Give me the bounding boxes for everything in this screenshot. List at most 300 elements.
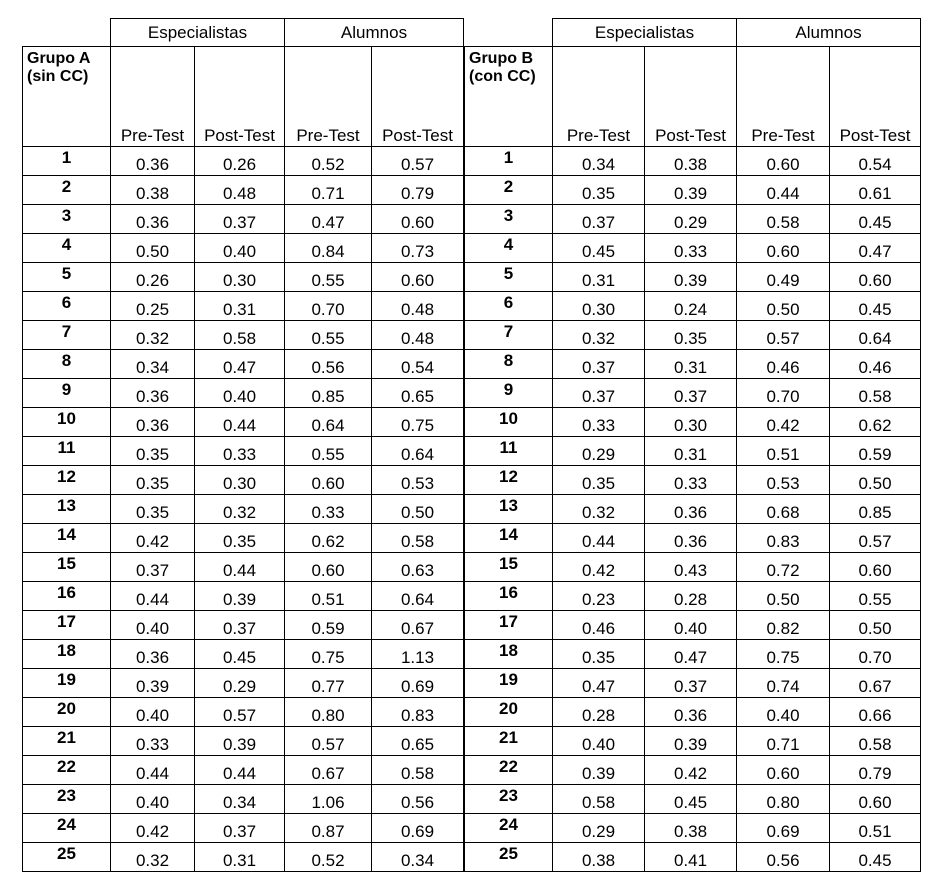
- especialistas-post-test-cell: 0.39: [195, 727, 285, 756]
- participant-number-cell: 19: [23, 669, 111, 698]
- especialistas-post-test-cell: 0.33: [195, 437, 285, 466]
- participant-number-cell: 17: [23, 611, 111, 640]
- especialistas-pre-test-cell: 0.38: [553, 843, 645, 872]
- alumnos-pre-test-cell: 0.57: [285, 727, 372, 756]
- participant-number-cell: 12: [465, 466, 553, 495]
- especialistas-post-test-cell: 0.30: [195, 466, 285, 495]
- especialistas-pre-test-cell: 0.26: [111, 263, 195, 292]
- alumnos-pre-test-cell: 0.83: [737, 524, 830, 553]
- alumnos-pre-test-cell: 0.85: [285, 379, 372, 408]
- alumnos-pre-test-cell: 0.55: [285, 437, 372, 466]
- especialistas-pre-test-cell: 0.46: [553, 611, 645, 640]
- especialistas-post-test-cell: 0.34: [195, 785, 285, 814]
- especialistas-pre-test-cell: 0.39: [111, 669, 195, 698]
- especialistas-post-test-cell: 0.31: [195, 292, 285, 321]
- pre-test-header: Pre-Test: [111, 47, 195, 147]
- especialistas-post-test-cell: 0.24: [645, 292, 737, 321]
- table-row: [23, 205, 464, 234]
- alumnos-pre-test-cell: 0.56: [285, 350, 372, 379]
- especialistas-pre-test-cell: 0.42: [111, 524, 195, 553]
- participant-number-cell: 4: [465, 234, 553, 263]
- especialistas-post-test-cell: 0.31: [645, 350, 737, 379]
- table-row: [23, 321, 464, 350]
- table-row: [23, 176, 464, 205]
- especialistas-pre-test-cell: 0.44: [553, 524, 645, 553]
- especialistas-pre-test-cell: 0.36: [111, 147, 195, 176]
- especialistas-post-test-cell: 0.31: [195, 843, 285, 872]
- especialistas-pre-test-cell: 0.29: [553, 437, 645, 466]
- alumnos-header: Alumnos: [737, 19, 921, 47]
- alumnos-post-test-cell: 0.50: [830, 466, 921, 495]
- group-header-row: [465, 19, 921, 47]
- table-row: [465, 727, 921, 756]
- especialistas-post-test-cell: 0.29: [195, 669, 285, 698]
- especialistas-post-test-cell: 0.31: [645, 437, 737, 466]
- alumnos-pre-test-cell: 0.72: [737, 553, 830, 582]
- alumnos-pre-test-cell: 0.50: [737, 582, 830, 611]
- especialistas-pre-test-cell: 0.25: [111, 292, 195, 321]
- especialistas-pre-test-cell: 0.50: [111, 234, 195, 263]
- group-label: [465, 47, 553, 147]
- especialistas-post-test-cell: 0.44: [195, 408, 285, 437]
- especialistas-pre-test-cell: 0.37: [553, 379, 645, 408]
- alumnos-pre-test-cell: 0.60: [285, 553, 372, 582]
- participant-number-cell: 14: [465, 524, 553, 553]
- table-row: [23, 785, 464, 814]
- table-body-a: [23, 19, 464, 872]
- especialistas-pre-test-cell: 0.36: [111, 205, 195, 234]
- alumnos-post-test-cell: 0.75: [372, 408, 464, 437]
- alumnos-pre-test-cell: 0.52: [285, 147, 372, 176]
- table-row: [23, 669, 464, 698]
- participant-number-cell: 6: [465, 292, 553, 321]
- especialistas-post-test-cell: 0.41: [645, 843, 737, 872]
- especialistas-pre-test-cell: 0.32: [553, 321, 645, 350]
- table-row: [465, 263, 921, 292]
- alumnos-pre-test-cell: 0.60: [737, 234, 830, 263]
- participant-number-cell: 18: [23, 640, 111, 669]
- blank-cell: [23, 19, 111, 47]
- table-row: [23, 611, 464, 640]
- participant-number-cell: 4: [23, 234, 111, 263]
- participant-number-cell: 20: [465, 698, 553, 727]
- alumnos-post-test-cell: 0.54: [372, 350, 464, 379]
- especialistas-pre-test-cell: 0.35: [111, 466, 195, 495]
- alumnos-pre-test-cell: 0.74: [737, 669, 830, 698]
- especialistas-post-test-cell: 0.26: [195, 147, 285, 176]
- especialistas-pre-test-cell: 0.34: [553, 147, 645, 176]
- especialistas-pre-test-cell: 0.33: [111, 727, 195, 756]
- table-row: [465, 640, 921, 669]
- table-row: [465, 611, 921, 640]
- table-row: [465, 321, 921, 350]
- alumnos-post-test-cell: 0.45: [830, 843, 921, 872]
- especialistas-pre-test-cell: 0.34: [111, 350, 195, 379]
- especialistas-pre-test-cell: 0.42: [553, 553, 645, 582]
- especialistas-pre-test-cell: 0.29: [553, 814, 645, 843]
- participant-number-cell: 21: [465, 727, 553, 756]
- participant-number-cell: 2: [465, 176, 553, 205]
- alumnos-pre-test-cell: 0.69: [737, 814, 830, 843]
- alumnos-pre-test-cell: 0.60: [285, 466, 372, 495]
- table-row: [465, 466, 921, 495]
- post-test-header: Post-Test: [830, 47, 921, 147]
- alumnos-pre-test-cell: 0.44: [737, 176, 830, 205]
- alumnos-post-test-cell: 0.60: [830, 785, 921, 814]
- alumnos-pre-test-cell: 1.06: [285, 785, 372, 814]
- alumnos-pre-test-cell: 0.55: [285, 321, 372, 350]
- alumnos-post-test-cell: 0.63: [372, 553, 464, 582]
- group-label-line1: Grupo B: [469, 50, 533, 67]
- especialistas-pre-test-cell: 0.40: [111, 698, 195, 727]
- table-row: [23, 582, 464, 611]
- table-row: [23, 698, 464, 727]
- especialistas-pre-test-cell: 0.31: [553, 263, 645, 292]
- alumnos-pre-test-cell: 0.77: [285, 669, 372, 698]
- alumnos-post-test-cell: 0.66: [830, 698, 921, 727]
- alumnos-pre-test-cell: 0.57: [737, 321, 830, 350]
- especialistas-post-test-cell: 0.38: [645, 814, 737, 843]
- participant-number-cell: 16: [23, 582, 111, 611]
- alumnos-pre-test-cell: 0.55: [285, 263, 372, 292]
- participant-number-cell: 3: [23, 205, 111, 234]
- especialistas-pre-test-cell: 0.58: [553, 785, 645, 814]
- especialistas-pre-test-cell: 0.32: [111, 321, 195, 350]
- especialistas-post-test-cell: 0.36: [645, 698, 737, 727]
- participant-number-cell: 1: [23, 147, 111, 176]
- participant-number-cell: 20: [23, 698, 111, 727]
- post-test-header: Post-Test: [372, 47, 464, 147]
- participant-number-cell: 3: [465, 205, 553, 234]
- table-row: [465, 379, 921, 408]
- especialistas-pre-test-cell: 0.35: [111, 495, 195, 524]
- especialistas-pre-test-cell: 0.44: [111, 582, 195, 611]
- participant-number-cell: 18: [465, 640, 553, 669]
- especialistas-pre-test-cell: 0.23: [553, 582, 645, 611]
- alumnos-post-test-cell: 0.60: [830, 553, 921, 582]
- participant-number-cell: 8: [23, 350, 111, 379]
- participant-number-cell: 14: [23, 524, 111, 553]
- alumnos-post-test-cell: 0.64: [830, 321, 921, 350]
- table-row: [465, 814, 921, 843]
- alumnos-post-test-cell: 0.58: [372, 756, 464, 785]
- table-row: [23, 379, 464, 408]
- alumnos-post-test-cell: 0.58: [830, 379, 921, 408]
- participant-number-cell: 11: [23, 437, 111, 466]
- alumnos-post-test-cell: 0.46: [830, 350, 921, 379]
- especialistas-post-test-cell: 0.33: [645, 466, 737, 495]
- participant-number-cell: 24: [23, 814, 111, 843]
- especialistas-post-test-cell: 0.39: [195, 582, 285, 611]
- alumnos-pre-test-cell: 0.80: [737, 785, 830, 814]
- group-header-row: [23, 19, 464, 47]
- alumnos-pre-test-cell: 0.87: [285, 814, 372, 843]
- especialistas-post-test-cell: 0.48: [195, 176, 285, 205]
- participant-number-cell: 15: [23, 553, 111, 582]
- especialistas-post-test-cell: 0.40: [195, 234, 285, 263]
- alumnos-post-test-cell: 0.67: [372, 611, 464, 640]
- alumnos-post-test-cell: 0.79: [372, 176, 464, 205]
- table-row: [23, 263, 464, 292]
- table-row: [23, 437, 464, 466]
- especialistas-pre-test-cell: 0.28: [553, 698, 645, 727]
- alumnos-pre-test-cell: 0.68: [737, 495, 830, 524]
- participant-number-cell: 9: [465, 379, 553, 408]
- especialistas-post-test-cell: 0.29: [645, 205, 737, 234]
- especialistas-pre-test-cell: 0.47: [553, 669, 645, 698]
- especialistas-post-test-cell: 0.30: [195, 263, 285, 292]
- post-test-header: Post-Test: [645, 47, 737, 147]
- alumnos-post-test-cell: 0.48: [372, 292, 464, 321]
- especialistas-post-test-cell: 0.47: [195, 350, 285, 379]
- alumnos-pre-test-cell: 0.84: [285, 234, 372, 263]
- especialistas-post-test-cell: 0.42: [645, 756, 737, 785]
- especialistas-pre-test-cell: 0.32: [553, 495, 645, 524]
- alumnos-pre-test-cell: 0.71: [285, 176, 372, 205]
- alumnos-post-test-cell: 0.47: [830, 234, 921, 263]
- alumnos-pre-test-cell: 0.51: [737, 437, 830, 466]
- alumnos-post-test-cell: 0.55: [830, 582, 921, 611]
- especialistas-header: Especialistas: [553, 19, 737, 47]
- alumnos-post-test-cell: 0.73: [372, 234, 464, 263]
- especialistas-pre-test-cell: 0.35: [553, 466, 645, 495]
- especialistas-post-test-cell: 0.47: [645, 640, 737, 669]
- table-row: [23, 814, 464, 843]
- alumnos-post-test-cell: 0.60: [372, 263, 464, 292]
- alumnos-post-test-cell: 0.64: [372, 437, 464, 466]
- especialistas-header: Especialistas: [111, 19, 285, 47]
- sub-header-row: [465, 47, 921, 147]
- especialistas-pre-test-cell: 0.40: [111, 611, 195, 640]
- alumnos-pre-test-cell: 0.46: [737, 350, 830, 379]
- group-label-line1: Grupo A: [27, 50, 91, 67]
- especialistas-post-test-cell: 0.28: [645, 582, 737, 611]
- alumnos-pre-test-cell: 0.50: [737, 292, 830, 321]
- alumnos-post-test-cell: 0.69: [372, 669, 464, 698]
- group-label-line2: (con CC): [469, 67, 536, 85]
- especialistas-post-test-cell: 0.35: [645, 321, 737, 350]
- alumnos-post-test-cell: 0.58: [372, 524, 464, 553]
- table-row: [465, 756, 921, 785]
- participant-number-cell: 10: [23, 408, 111, 437]
- alumnos-header: Alumnos: [285, 19, 464, 47]
- especialistas-pre-test-cell: 0.36: [111, 379, 195, 408]
- alumnos-post-test-cell: 0.85: [830, 495, 921, 524]
- especialistas-pre-test-cell: 0.37: [553, 205, 645, 234]
- post-test-header: Post-Test: [195, 47, 285, 147]
- alumnos-pre-test-cell: 0.42: [737, 408, 830, 437]
- table-body-b: [465, 19, 921, 872]
- group-label: [23, 47, 111, 147]
- alumnos-pre-test-cell: 0.59: [285, 611, 372, 640]
- alumnos-pre-test-cell: 0.40: [737, 698, 830, 727]
- especialistas-post-test-cell: 0.36: [645, 495, 737, 524]
- alumnos-pre-test-cell: 0.71: [737, 727, 830, 756]
- alumnos-post-test-cell: 0.62: [830, 408, 921, 437]
- table-row: [465, 524, 921, 553]
- participant-number-cell: 7: [23, 321, 111, 350]
- especialistas-pre-test-cell: 0.39: [553, 756, 645, 785]
- especialistas-pre-test-cell: 0.35: [111, 437, 195, 466]
- alumnos-post-test-cell: 0.48: [372, 321, 464, 350]
- participant-number-cell: 25: [465, 843, 553, 872]
- alumnos-post-test-cell: 0.67: [830, 669, 921, 698]
- especialistas-post-test-cell: 0.35: [195, 524, 285, 553]
- group-label-line2: (sin CC): [27, 67, 89, 85]
- alumnos-post-test-cell: 0.61: [830, 176, 921, 205]
- especialistas-post-test-cell: 0.40: [645, 611, 737, 640]
- participant-number-cell: 6: [23, 292, 111, 321]
- alumnos-pre-test-cell: 0.75: [737, 640, 830, 669]
- participant-number-cell: 1: [465, 147, 553, 176]
- alumnos-post-test-cell: 0.45: [830, 292, 921, 321]
- alumnos-post-test-cell: 0.70: [830, 640, 921, 669]
- participant-number-cell: 23: [23, 785, 111, 814]
- participant-number-cell: 24: [465, 814, 553, 843]
- table-row: [465, 205, 921, 234]
- table-row: [23, 147, 464, 176]
- participant-number-cell: 22: [23, 756, 111, 785]
- especialistas-post-test-cell: 0.30: [645, 408, 737, 437]
- especialistas-pre-test-cell: 0.42: [111, 814, 195, 843]
- table-row: [465, 669, 921, 698]
- participant-number-cell: 22: [465, 756, 553, 785]
- participant-number-cell: 13: [465, 495, 553, 524]
- table-row: [465, 843, 921, 872]
- table-row: [465, 698, 921, 727]
- especialistas-post-test-cell: 0.32: [195, 495, 285, 524]
- especialistas-pre-test-cell: 0.35: [553, 640, 645, 669]
- alumnos-pre-test-cell: 0.80: [285, 698, 372, 727]
- table-row: [465, 147, 921, 176]
- participant-number-cell: 5: [465, 263, 553, 292]
- especialistas-post-test-cell: 0.40: [195, 379, 285, 408]
- especialistas-pre-test-cell: 0.35: [553, 176, 645, 205]
- alumnos-pre-test-cell: 0.70: [285, 292, 372, 321]
- table-row: [465, 495, 921, 524]
- alumnos-pre-test-cell: 0.49: [737, 263, 830, 292]
- alumnos-post-test-cell: 0.65: [372, 727, 464, 756]
- table-row: [23, 234, 464, 263]
- participant-number-cell: 9: [23, 379, 111, 408]
- participant-number-cell: 19: [465, 669, 553, 698]
- table-row: [23, 843, 464, 872]
- alumnos-post-test-cell: 0.34: [372, 843, 464, 872]
- table-grupo-b: [464, 18, 921, 872]
- especialistas-post-test-cell: 0.58: [195, 321, 285, 350]
- blank-cell: [465, 19, 553, 47]
- especialistas-post-test-cell: 0.57: [195, 698, 285, 727]
- especialistas-post-test-cell: 0.45: [195, 640, 285, 669]
- alumnos-post-test-cell: 0.51: [830, 814, 921, 843]
- alumnos-post-test-cell: 0.64: [372, 582, 464, 611]
- especialistas-post-test-cell: 0.38: [645, 147, 737, 176]
- especialistas-pre-test-cell: 0.37: [111, 553, 195, 582]
- alumnos-pre-test-cell: 0.62: [285, 524, 372, 553]
- alumnos-post-test-cell: 0.60: [372, 205, 464, 234]
- table-row: [23, 553, 464, 582]
- participant-number-cell: 7: [465, 321, 553, 350]
- alumnos-post-test-cell: 1.13: [372, 640, 464, 669]
- table-grupo-a: [22, 18, 464, 872]
- alumnos-pre-test-cell: 0.70: [737, 379, 830, 408]
- table-row: [465, 785, 921, 814]
- table-row: [23, 524, 464, 553]
- table-row: [23, 640, 464, 669]
- table-row: [465, 582, 921, 611]
- especialistas-post-test-cell: 0.39: [645, 263, 737, 292]
- participant-number-cell: 10: [465, 408, 553, 437]
- alumnos-pre-test-cell: 0.75: [285, 640, 372, 669]
- participant-number-cell: 13: [23, 495, 111, 524]
- especialistas-pre-test-cell: 0.32: [111, 843, 195, 872]
- table-row: [465, 408, 921, 437]
- especialistas-pre-test-cell: 0.38: [111, 176, 195, 205]
- especialistas-post-test-cell: 0.39: [645, 727, 737, 756]
- alumnos-pre-test-cell: 0.52: [285, 843, 372, 872]
- table-row: [465, 176, 921, 205]
- especialistas-post-test-cell: 0.44: [195, 553, 285, 582]
- especialistas-pre-test-cell: 0.40: [111, 785, 195, 814]
- especialistas-post-test-cell: 0.33: [645, 234, 737, 263]
- table-row: [465, 234, 921, 263]
- alumnos-pre-test-cell: 0.53: [737, 466, 830, 495]
- table-row: [23, 756, 464, 785]
- table-row: [23, 495, 464, 524]
- especialistas-post-test-cell: 0.37: [645, 669, 737, 698]
- alumnos-pre-test-cell: 0.67: [285, 756, 372, 785]
- especialistas-post-test-cell: 0.37: [195, 205, 285, 234]
- table-row: [23, 727, 464, 756]
- participant-number-cell: 8: [465, 350, 553, 379]
- table-row: [23, 292, 464, 321]
- participant-number-cell: 17: [465, 611, 553, 640]
- especialistas-pre-test-cell: 0.36: [111, 640, 195, 669]
- especialistas-pre-test-cell: 0.37: [553, 350, 645, 379]
- pre-test-header: Pre-Test: [737, 47, 830, 147]
- alumnos-pre-test-cell: 0.56: [737, 843, 830, 872]
- especialistas-post-test-cell: 0.39: [645, 176, 737, 205]
- participant-number-cell: 2: [23, 176, 111, 205]
- alumnos-post-test-cell: 0.79: [830, 756, 921, 785]
- pre-test-header: Pre-Test: [285, 47, 372, 147]
- especialistas-pre-test-cell: 0.40: [553, 727, 645, 756]
- alumnos-post-test-cell: 0.59: [830, 437, 921, 466]
- especialistas-post-test-cell: 0.37: [195, 611, 285, 640]
- pre-test-header: Pre-Test: [553, 47, 645, 147]
- table-row: [23, 466, 464, 495]
- especialistas-pre-test-cell: 0.30: [553, 292, 645, 321]
- sub-header-row: [23, 47, 464, 147]
- table-row: [465, 553, 921, 582]
- alumnos-post-test-cell: 0.83: [372, 698, 464, 727]
- table-row: [465, 350, 921, 379]
- especialistas-post-test-cell: 0.45: [645, 785, 737, 814]
- especialistas-post-test-cell: 0.44: [195, 756, 285, 785]
- especialistas-post-test-cell: 0.37: [195, 814, 285, 843]
- alumnos-post-test-cell: 0.60: [830, 263, 921, 292]
- table-row: [465, 292, 921, 321]
- alumnos-pre-test-cell: 0.58: [737, 205, 830, 234]
- alumnos-pre-test-cell: 0.64: [285, 408, 372, 437]
- alumnos-post-test-cell: 0.69: [372, 814, 464, 843]
- especialistas-post-test-cell: 0.43: [645, 553, 737, 582]
- alumnos-post-test-cell: 0.58: [830, 727, 921, 756]
- table-row: [23, 408, 464, 437]
- alumnos-pre-test-cell: 0.51: [285, 582, 372, 611]
- alumnos-post-test-cell: 0.50: [372, 495, 464, 524]
- participant-number-cell: 25: [23, 843, 111, 872]
